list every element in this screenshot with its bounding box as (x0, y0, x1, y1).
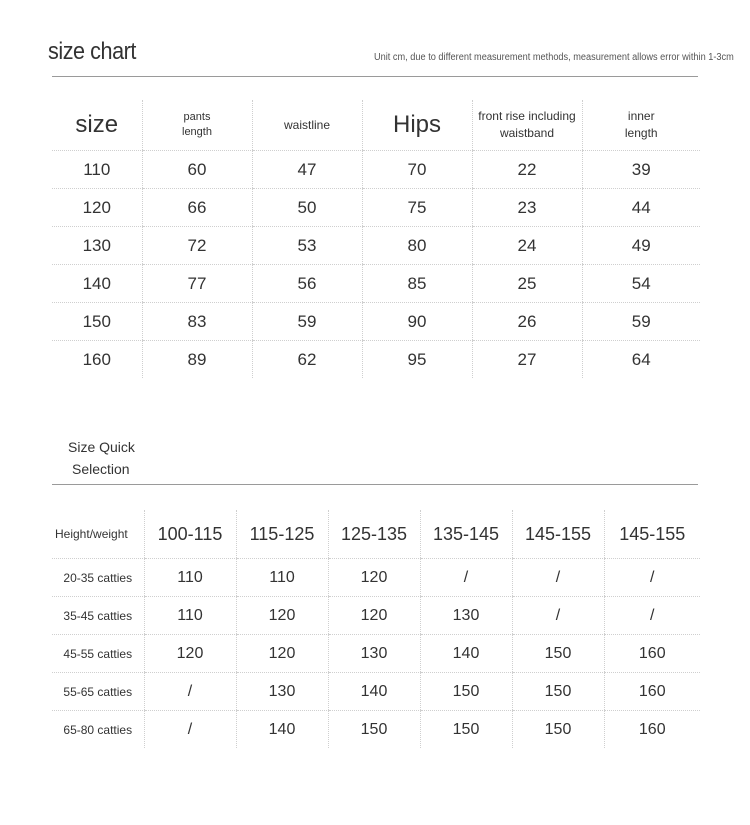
size-chart-header-row (52, 100, 700, 151)
top-divider (52, 76, 698, 77)
cell: 150 (420, 711, 512, 749)
header-pants-length: pants length (142, 100, 252, 151)
header-height-range: 115-125 (236, 510, 328, 559)
cell: 50 (252, 189, 362, 227)
cell: 89 (142, 341, 252, 379)
cell: 47 (252, 151, 362, 189)
table-row (52, 635, 700, 673)
weight-label: 45-55 catties (52, 635, 144, 673)
cell: 130 (236, 673, 328, 711)
cell: 70 (362, 151, 472, 189)
header-height-range: 100-115 (144, 510, 236, 559)
cell: 130 (52, 227, 142, 265)
header-height-range: 145-155 (604, 510, 700, 559)
weight-label: 65-80 catties (63, 722, 133, 737)
cell: 72 (142, 227, 252, 265)
cell: 130 (420, 597, 512, 635)
measurement-note: Unit cm, due to different measurement methods, measurement allows error within 1-3cm (374, 52, 734, 63)
cell: 85 (362, 265, 472, 303)
cell: 150 (512, 635, 604, 673)
cell: 25 (472, 265, 582, 303)
cell: / (512, 597, 604, 635)
table-row (52, 597, 700, 635)
cell: 150 (420, 673, 512, 711)
cell: 59 (582, 303, 700, 341)
table-row (52, 303, 700, 341)
cell: 160 (604, 635, 700, 673)
mid-divider (52, 484, 698, 485)
cell: 110 (52, 151, 142, 189)
cell: 150 (328, 711, 420, 749)
cell: / (604, 559, 700, 597)
cell: 26 (472, 303, 582, 341)
cell: 150 (52, 303, 142, 341)
cell: 22 (472, 151, 582, 189)
cell: 80 (362, 227, 472, 265)
cell: 90 (362, 303, 472, 341)
cell: 44 (582, 189, 700, 227)
header-front-rise: front rise including waistband (472, 100, 582, 151)
weight-label: 35-45 catties (52, 597, 144, 635)
cell: 130 (328, 635, 420, 673)
cell: 49 (582, 227, 700, 265)
header-hips: Hips (362, 100, 472, 151)
cell: 95 (362, 341, 472, 379)
cell: 110 (144, 559, 236, 597)
cell: / (512, 559, 604, 597)
header-height-weight: Height/weight (52, 510, 144, 559)
cell: 54 (582, 265, 700, 303)
table-row (52, 673, 700, 711)
header-height-range: 135-145 (420, 510, 512, 559)
cell: 140 (52, 265, 142, 303)
cell: 140 (236, 711, 328, 749)
weight-label: 55-65 catties (52, 673, 144, 711)
header-height-range: 145-155 (512, 510, 604, 559)
cell: 39 (582, 151, 700, 189)
cell: 24 (472, 227, 582, 265)
quick-selection-title-line1: Size Quick (68, 439, 135, 455)
cell: 150 (512, 711, 604, 749)
cell: 59 (252, 303, 362, 341)
quick-selection-header-row (52, 510, 700, 559)
cell: 120 (52, 189, 142, 227)
table-row (52, 711, 700, 749)
cell: 56 (252, 265, 362, 303)
cell: 120 (328, 559, 420, 597)
cell: / (604, 597, 700, 635)
size-chart-title: size chart (48, 38, 136, 65)
cell: / (144, 711, 236, 749)
weight-label: 20-35 catties (52, 559, 144, 597)
cell: 110 (236, 559, 328, 597)
cell: 120 (236, 597, 328, 635)
header-inner-length: inner length (582, 100, 700, 151)
table-row (52, 559, 700, 597)
cell: 27 (472, 341, 582, 379)
table-row (52, 341, 700, 379)
cell: 140 (328, 673, 420, 711)
cell: 53 (252, 227, 362, 265)
size-chart-table (52, 100, 700, 378)
table-row (52, 189, 700, 227)
quick-selection-title-line2: Selection (72, 461, 130, 477)
cell: 150 (512, 673, 604, 711)
cell: 120 (144, 635, 236, 673)
cell: / (420, 559, 512, 597)
header-height-range: 125-135 (328, 510, 420, 559)
header-size: size (52, 100, 142, 151)
table-row (52, 151, 700, 189)
cell: 60 (142, 151, 252, 189)
table-row (52, 227, 700, 265)
quick-selection-title (68, 436, 135, 480)
cell: 64 (582, 341, 700, 379)
cell: 160 (604, 673, 700, 711)
cell: 110 (144, 597, 236, 635)
cell: 77 (142, 265, 252, 303)
cell: 62 (252, 341, 362, 379)
cell: 66 (142, 189, 252, 227)
cell: 120 (236, 635, 328, 673)
cell: 160 (604, 711, 700, 749)
cell: 140 (420, 635, 512, 673)
header-waistline: waistline (252, 100, 362, 151)
cell: 160 (82, 349, 111, 369)
cell: / (144, 673, 236, 711)
cell: 120 (328, 597, 420, 635)
cell: 23 (472, 189, 582, 227)
cell: 83 (142, 303, 252, 341)
table-row (52, 265, 700, 303)
quick-selection-table (52, 510, 700, 748)
cell: 75 (362, 189, 472, 227)
